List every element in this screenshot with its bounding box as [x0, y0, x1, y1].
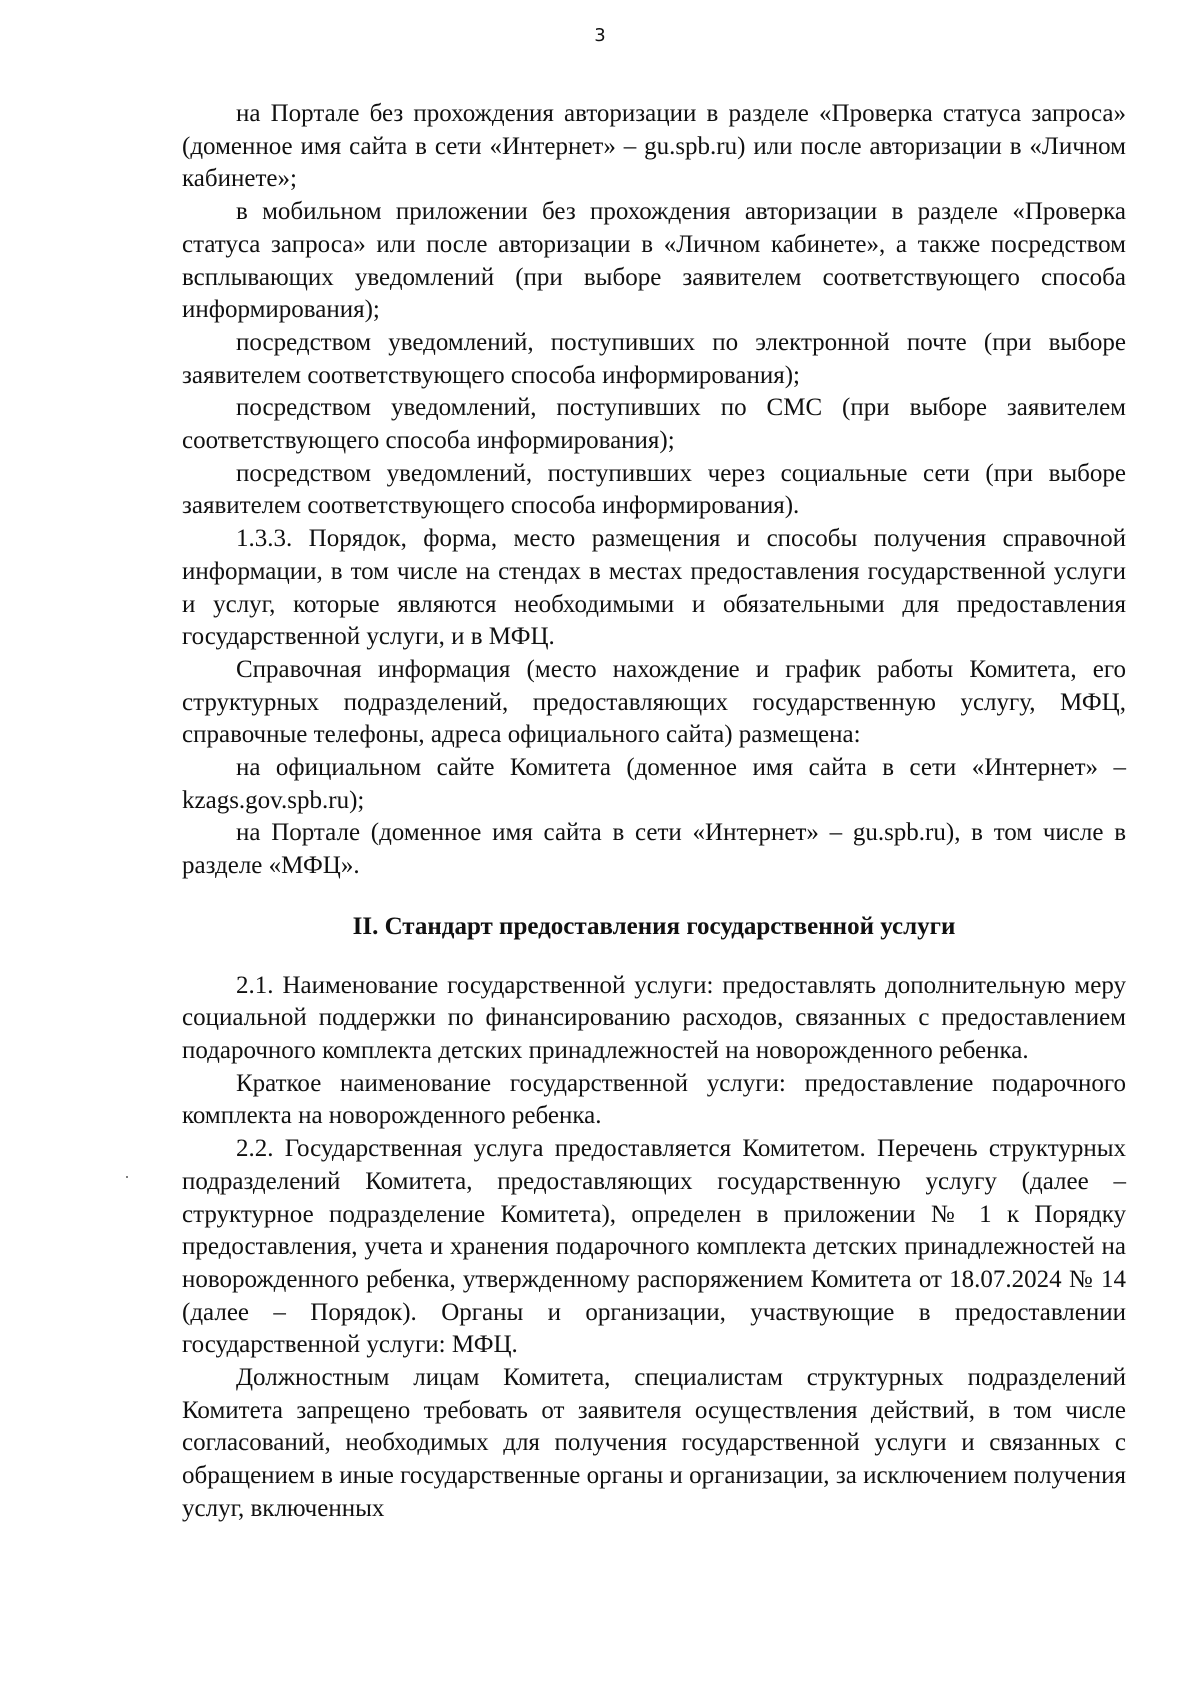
- paragraph-2-1: 2.1. Наименование государственной услуги: предоставлять дополнительную меру социальной поддержки по финансированию расходов, связанных с предоставлением подарочного комплекта детских принадлежностей на новорожденного ребенка.: [182, 971, 1126, 1064]
- paragraph-officials: Должностным лицам Комитета, специалистам структурных подразделений Комитета запрещено требовать от заявителя осуществления действий, в том числе согласований, необходимых для получения государственной услуги и связанных с обращением в иные государственные органы и организации, за исключением получения услуг, включенных: [182, 1364, 1126, 1522]
- scan-speck: [126, 1176, 128, 1178]
- paragraph-2-2: 2.2. Государственная услуга предоставляется Комитетом. Перечень структурных подразделений Комитета, предоставляющих государственную услугу (далее – структурное подразделение Комитета), определен в приложении № 1 к Порядку предоставления, учета и хранения подарочного комплекта детских принадлежностей на новорожденного ребенка, утвержденному распоряжением Комитета от 18.07.2024 № 14 (далее – Порядок). Органы и организации, участвующие в предоставлении государственной услуги: МФЦ.: [182, 1135, 1126, 1359]
- paragraph-reference-info: Справочная информация (место нахождение и график работы Комитета, его структурных подразделений, предоставляющих государственную услугу, МФЦ, справочные телефоны, адреса официального сайта) размещена:: [182, 655, 1126, 749]
- document-body: [182, 98, 1126, 1526]
- paragraph-short-name: Краткое наименование государственной услуги: предоставление подарочного комплекта на новорожденного ребенка.: [182, 1069, 1126, 1130]
- paragraph-portal-status: на Портале без прохождения авторизации в разделе «Проверка статуса запроса» (доменное имя сайта в сети «Интернет» – gu.spb.ru) или после авторизации в «Личном кабинете»;: [182, 100, 1126, 193]
- paragraph-portal-mfc: на Портале (доменное имя сайта в сети «Интернет» – gu.spb.ru), в том числе в разделе «МФЦ».: [182, 819, 1126, 880]
- paragraph-official-site: на официальном сайте Комитета (доменное имя сайта в сети «Интернет» – kzags.gov.spb.ru);: [182, 754, 1126, 814]
- paragraph-social-notifications: посредством уведомлений, поступивших через социальные сети (при выборе заявителем соответствующего способа информирования).: [182, 459, 1126, 520]
- page-number: 3: [594, 25, 606, 46]
- paragraph-email-notifications: посредством уведомлений, поступивших по электронной почте (при выборе заявителем соответствующего способа информирования);: [182, 328, 1126, 389]
- paragraph-1-3-3: 1.3.3. Порядок, форма, место размещения и способы получения справочной информации, в том числе на стендах в местах предоставления государственной услуги и услуг, которые являются необходимыми и обязательными для предоставления государственной услуги, и в МФЦ.: [182, 525, 1126, 651]
- section-heading: II. Стандарт предоставления государственной услуги: [352, 912, 956, 940]
- paragraph-sms-notifications: посредством уведомлений, поступивших по СМС (при выборе заявителем соответствующего способа информирования);: [182, 394, 1126, 455]
- paragraph-mobile-app: в мобильном приложении без прохождения авторизации в разделе «Проверка статуса запроса» или после авторизации в «Личном кабинете», а также посредством всплывающих уведомлений (при выборе заявителем соответствующего способа информирования);: [182, 198, 1126, 324]
